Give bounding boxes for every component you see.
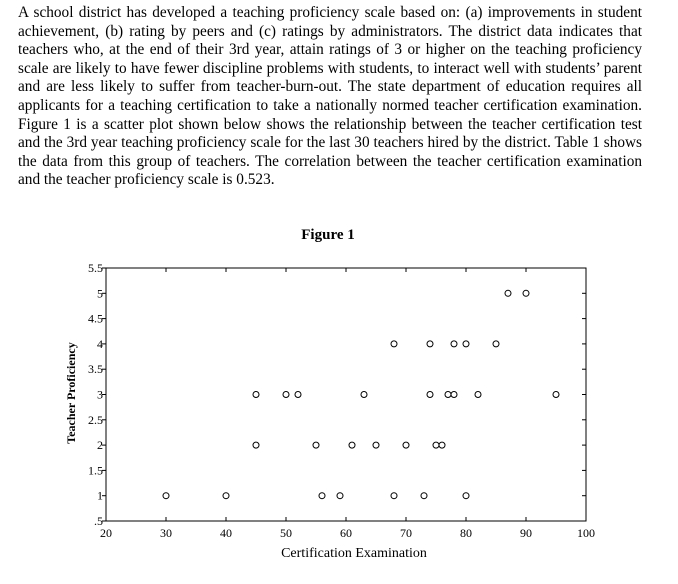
data-point (463, 341, 469, 347)
data-point (463, 493, 469, 499)
data-point (445, 392, 451, 398)
data-point (451, 392, 457, 398)
data-point (427, 392, 433, 398)
figure-title: Figure 1 (301, 227, 355, 243)
x-tick-label: 60 (340, 526, 352, 540)
data-point (493, 341, 499, 347)
y-tick-label: 2.5 (88, 412, 103, 427)
data-point (505, 290, 511, 296)
data-point (163, 493, 169, 499)
data-point (223, 493, 229, 499)
plot-frame (106, 268, 586, 521)
data-point (313, 442, 319, 448)
y-tick-label: 4.5 (88, 311, 103, 326)
data-point (337, 493, 343, 499)
problem-passage: A school district has developed a teaching proficiency scale based on: (a) improvements in student achievement, (b) rating by peers and (c) ratings by administrators. The district data indicates that teachers who, at the end of their 3rd year, attain ratings of 3 or higher on the teaching proficiency scale are likely to have fewer discipline problems with students, to interact well with students’ parent and are less likely to suffer from teacher-burn-out. The state department of education requires all applicants for a teaching certification to take a nationally normed teacher certification examination. Figure 1 is a scatter plot shown below shows the relationship between the teacher certification test and the 3rd year teaching proficiency scale for the last 30 teachers hired by the district. Table 1 shows the data from this group of teachers. The correlation between the teacher certification examination and the teacher proficiency scale is 0.523. (18, 4, 642, 189)
data-point (283, 392, 289, 398)
y-axis-title: Teacher Proficiency (64, 342, 78, 444)
data-point (253, 442, 259, 448)
x-tick-label: 40 (220, 526, 232, 540)
y-tick-label: .5 (94, 514, 103, 528)
x-axis-title: Certification Examination (281, 546, 427, 561)
x-tick-label: 70 (400, 526, 412, 540)
data-point (523, 290, 529, 296)
y-tick-label: 2 (97, 438, 103, 453)
x-tick-label: 80 (460, 526, 472, 540)
x-tick-label: 90 (520, 526, 532, 540)
x-tick-label: 30 (160, 526, 172, 540)
data-point (391, 493, 397, 499)
data-point (349, 442, 355, 448)
x-tick-label: 100 (577, 526, 595, 540)
data-point (421, 493, 427, 499)
y-tick-label: 5.5 (88, 261, 103, 275)
y-tick-label: 5 (97, 286, 103, 301)
x-axis (100, 268, 595, 540)
y-tick-label: 3 (97, 387, 103, 402)
data-point (427, 341, 433, 347)
x-tick-label: 20 (100, 526, 112, 540)
data-point (451, 341, 457, 347)
y-tick-label: 3.5 (88, 362, 103, 377)
data-point (319, 493, 325, 499)
data-points (163, 290, 559, 498)
data-point (553, 392, 559, 398)
data-point (475, 392, 481, 398)
y-axis (88, 261, 586, 528)
y-tick-label: 4 (97, 336, 103, 351)
data-point (439, 442, 445, 448)
data-point (295, 392, 301, 398)
x-tick-label: 50 (280, 526, 292, 540)
data-point (373, 442, 379, 448)
y-tick-label: 1 (97, 488, 103, 503)
y-tick-label: 1.5 (88, 463, 103, 478)
data-point (361, 392, 367, 398)
data-point (253, 392, 259, 398)
data-point (391, 341, 397, 347)
data-point (403, 442, 409, 448)
data-point (433, 442, 439, 448)
